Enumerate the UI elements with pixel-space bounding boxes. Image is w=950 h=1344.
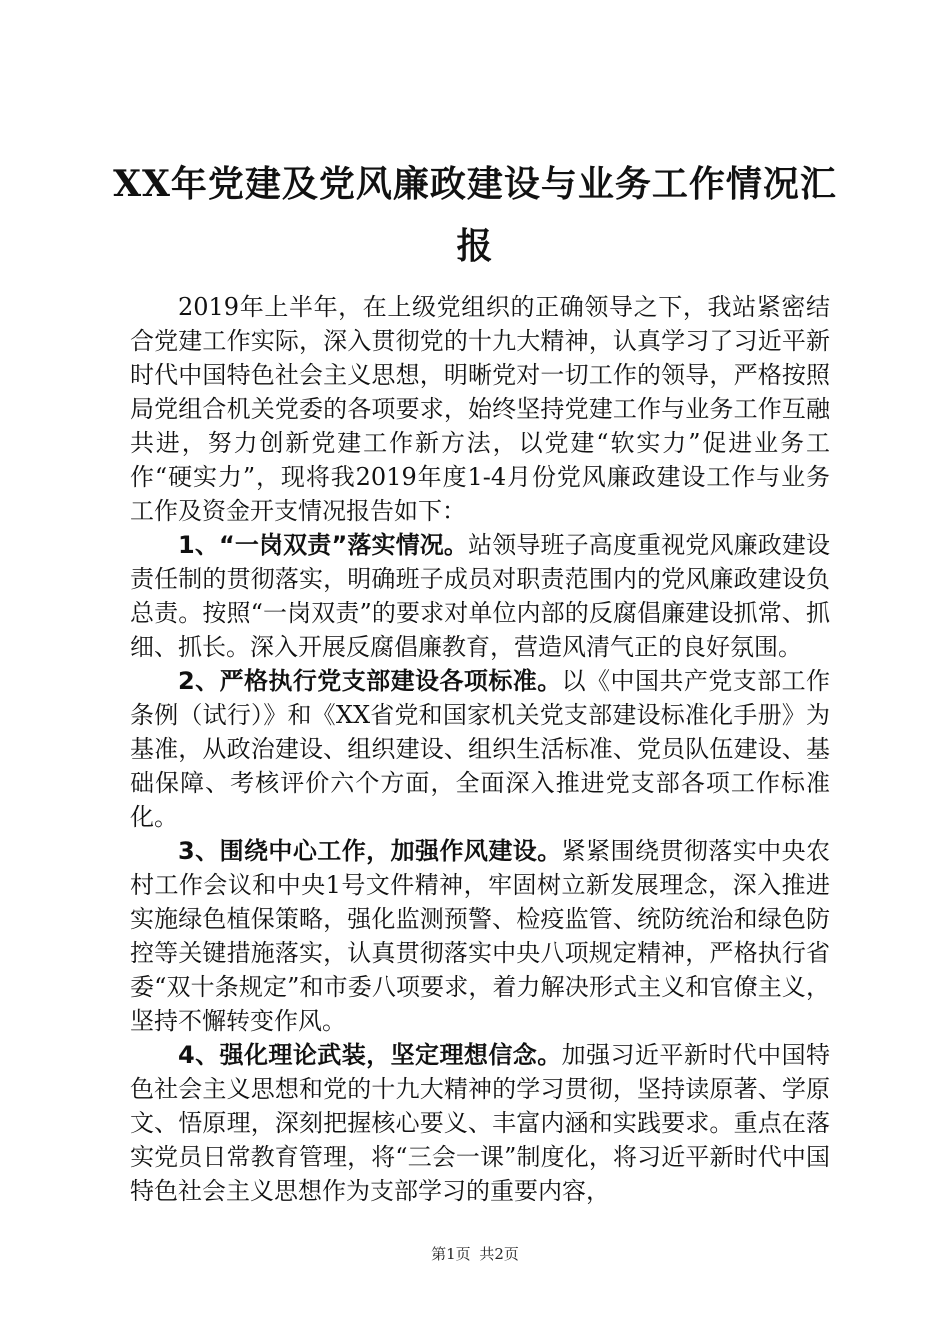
page-number-current: 第1页: [431, 1245, 471, 1263]
section-heading-1: 1、“一岗双责”落实情况。: [178, 531, 469, 559]
section-text-2: 以《中国共产党支部工作条例（试行）》和《XX省党和国家机关党支部建设标准化手册》为基准，从政治建设、组织建设、组织生活标准、党员队伍建设、基础保障、考核评价六个方面，全面深入推进党支部各项工作标准化。: [130, 667, 831, 831]
document-body: [130, 290, 830, 1208]
document-title-line2: 报: [456, 225, 494, 267]
page-footer: [0, 1244, 950, 1264]
section-paragraph-2: [130, 664, 830, 834]
section-paragraph-3: [130, 834, 830, 1038]
page-number-total: 共2页: [479, 1245, 519, 1263]
section-heading-4: 4、强化理论武装，坚定理想信念。: [178, 1041, 562, 1069]
document-title-line1: XX年党建及党风廉政建设与业务工作情况汇: [113, 163, 837, 205]
section-text-3: 紧紧围绕贯彻落实中央农村工作会议和中央1号文件精神，牢固树立新发展理念，深入推进实施绿色植保策略，强化监测预警、检疫监管、统防统治和绿色防控等关键措施落实，认真贯彻落实中央八项规定精神，严格执行省委“双十条规定”和市委八项要求，着力解决形式主义和官僚主义，坚持不懈转变作风。: [130, 837, 831, 1035]
section-heading-2: 2、严格执行党支部建设各项标准。: [178, 667, 562, 695]
section-text-1: 站领导班子高度重视党风廉政建设责任制的贯彻落实，明确班子成员对职责范围内的党风廉政建设负总责。按照“一岗双责”的要求对单位内部的反腐倡廉建设抓常、抓细、抓长。深入开展反腐倡廉教育，营造风清气正的良好氛围。: [130, 531, 831, 661]
section-text-4: 加强习近平新时代中国特色社会主义思想和党的十九大精神的学习贯彻，坚持读原著、学原文、悟原理，深刻把握核心要义、丰富内涵和实践要求。重点在落实党员日常教育管理，将“三会一课”制度化，将习近平新时代中国特色社会主义思想作为支部学习的重要内容，: [130, 1041, 831, 1205]
section-paragraph-1: [130, 528, 830, 664]
section-heading-3: 3、围绕中心工作，加强作风建设。: [178, 837, 562, 865]
intro-paragraph: 2019年上半年，在上级党组织的正确领导之下，我站紧密结合党建工作实际，深入贯彻党的十九大精神，认真学习了习近平新时代中国特色社会主义思想，明晰党对一切工作的领导，严格按照局党组合机关党委的各项要求，始终坚持党建工作与业务工作互融共进，努力创新党建工作新方法，以党建“软实力”促进业务工作“硬实力”，现将我2019年度1-4月份党风廉政建设工作与业务工作及资金开支情况报告如下：: [130, 293, 830, 525]
section-paragraph-4: [130, 1038, 830, 1208]
